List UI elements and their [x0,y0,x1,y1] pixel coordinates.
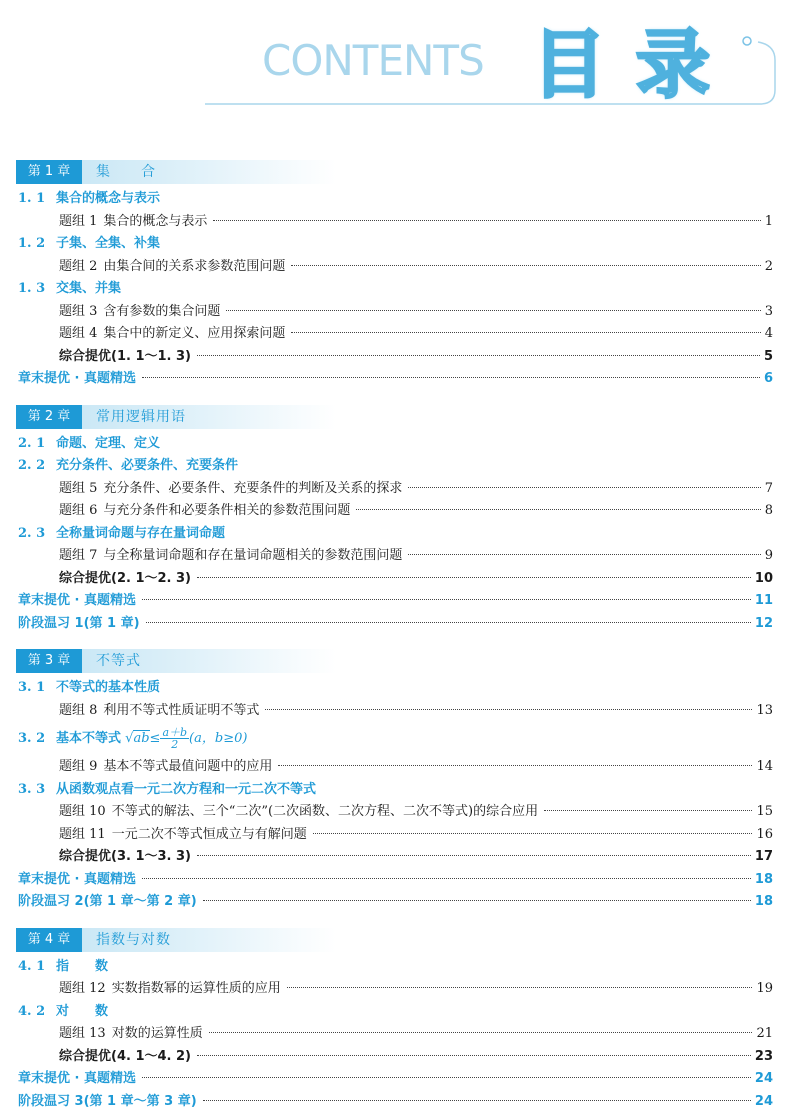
chapter-title: 指数与对数 [96,931,171,948]
entry-title: 章末提优 · 真题精选 [18,593,136,608]
dot-leader [313,833,753,834]
section-heading [0,1001,790,1024]
section-title: 全称量词命题与存在量词命题 [56,525,226,541]
section-label [18,722,247,756]
entry-title: 基本不等式最值问题中的应用 [103,759,273,774]
entry-label [18,613,140,636]
group-name: 题组 12 [59,981,106,996]
dot-leader [203,900,751,901]
chapter-title: 集 合 [96,164,156,180]
toc-entry-group[interactable] [0,478,790,501]
group-name: 题组 8 [59,702,98,718]
dot-leader [408,554,760,555]
entry-title: 集合的概念与表示 [103,213,208,229]
dot-leader [291,332,760,333]
group-name: 题组 7 [59,548,98,563]
toc-entry-summary[interactable] [0,846,790,869]
dot-leader [142,878,751,879]
entry-label [59,545,402,568]
entry-title: 实数指数幂的运算性质的应用 [111,981,281,996]
entry-label [59,700,259,723]
entry-label [59,500,350,523]
toc-entry-group[interactable] [0,301,790,324]
entry-title: 阶段温习 3(第 1 章～第 3 章) [18,1093,197,1109]
page-number: 17 [754,849,773,864]
section-heading [0,278,790,301]
chapter-title: 常用逻辑用语 [96,408,186,425]
formula [121,726,248,751]
page-number: 3 [764,303,773,319]
group-name: 题组 2 [59,258,98,274]
section-number: 4. 1 [18,958,46,974]
sqrt-sign: √ [125,731,134,746]
entry-label [59,1046,191,1069]
page-number: 2 [764,258,773,274]
entry-label [59,801,538,824]
section-number: 3. 3 [18,781,46,797]
section-label [18,956,108,979]
section-heading [0,722,790,756]
section-number: 1. 1 [18,191,46,206]
toc-entry-group[interactable] [0,801,790,824]
section-heading [0,523,790,546]
sqrt-radicand: ab [133,731,150,746]
page-number: 24 [754,1093,773,1109]
entry-label [18,368,136,391]
section-number: 1. 2 [18,236,46,251]
entry-title: 章末提优 · 真题精选 [18,1071,136,1086]
chapter-header [16,160,336,184]
dot-leader [226,310,760,311]
section-title: 指 数 [56,958,109,974]
page-number: 14 [756,759,773,774]
section-number: 2. 1 [18,435,46,451]
page-number: 8 [764,503,773,518]
section-label [18,455,238,478]
group-name: 题组 3 [59,303,98,319]
toc-entry-chapter-review[interactable] [0,891,790,914]
section-number: 2. 2 [18,458,46,473]
section-title: 充分条件、必要条件、充要条件 [56,458,239,473]
dot-leader [287,987,753,988]
dot-leader [203,1100,751,1101]
section-number: 2. 3 [18,525,46,541]
section-label [18,433,160,456]
entry-title: 阶段温习 1(第 1 章) [18,615,140,631]
dot-leader [146,622,751,623]
section-heading [0,433,790,456]
dot-leader [544,810,752,811]
chapter-header [16,649,336,673]
entry-label [18,869,136,892]
chapter-number-tag: 第 4 章 [16,928,82,952]
page-number: 21 [756,1026,773,1041]
page-number: 9 [764,548,773,563]
toc-entry-chapter-review[interactable] [0,1091,790,1114]
page-number: 24 [754,1071,773,1086]
toc-entry-chapter-review[interactable] [0,1068,790,1091]
entry-title: 对数的运算性质 [111,1026,203,1041]
section-label [18,188,160,211]
page-number: 18 [754,871,773,887]
page-number: 12 [754,615,773,631]
toc-entry-group[interactable] [0,545,790,568]
page-header [0,0,790,140]
section-title: 基本不等式 [56,731,122,746]
entry-title: 综合提优(2. 1～2. 3) [59,570,191,586]
entry-label [59,323,285,346]
toc-entry-chapter-review[interactable] [0,368,790,391]
condition: (a，b≥0) [189,731,248,746]
section-label [18,1001,108,1024]
toc-entry-chapter-review[interactable] [0,613,790,636]
chapter-title: 不等式 [96,653,141,669]
toc-entry-group[interactable] [0,1023,790,1046]
dot-leader [197,855,751,856]
section-heading [0,188,790,211]
chapter-header [16,928,336,952]
group-name: 题组 9 [59,759,98,774]
entry-title: 不等式的解法、三个“二次”(二次函数、二次方程、二次不等式)的综合应用 [111,804,539,819]
entry-label [59,978,281,1001]
toc-entry-group[interactable] [0,756,790,779]
entry-label [59,478,402,501]
section-title: 对 数 [56,1003,109,1019]
entry-label [18,1091,197,1114]
dot-leader [209,1032,753,1033]
entry-label [59,346,191,369]
entry-label [59,846,191,869]
entry-title: 综合提优(3. 1～3. 3) [59,849,191,864]
entry-title: 章末提优 · 真题精选 [18,371,136,386]
toc-entry-group[interactable] [0,323,790,346]
entry-title: 利用不等式性质证明不等式 [103,702,260,718]
section-label [18,278,121,301]
entry-title: 集合中的新定义、应用探索问题 [103,326,286,341]
entry-title: 含有参数的集合问题 [103,303,221,319]
chapter-number-tag: 第 3 章 [16,649,82,673]
section-heading [0,455,790,478]
page-number: 10 [754,570,773,586]
toc-entry-group[interactable] [0,824,790,847]
page-number: 11 [754,593,773,608]
toc-entry-group[interactable] [0,700,790,723]
dot-leader [356,509,760,510]
entry-title: 综合提优(4. 1～4. 2) [59,1048,191,1064]
section-title: 从函数观点看一元二次方程和一元二次不等式 [56,781,317,797]
entry-label [59,211,207,234]
fraction-denominator: 2 [171,738,179,751]
section-number: 1. 3 [18,281,46,296]
section-title: 子集、全集、补集 [56,236,161,251]
page-number: 4 [764,326,773,341]
toc-entry-chapter-review[interactable] [0,869,790,892]
section-number: 3. 2 [18,731,46,746]
dot-leader [142,1077,751,1078]
section-heading [0,677,790,700]
entry-label [18,891,197,914]
entry-title: 综合提优(1. 1～1. 3) [59,348,191,364]
dot-leader [142,599,751,600]
entry-label [59,824,307,847]
section-title: 命题、定理、定义 [56,435,161,451]
dot-leader [197,1055,751,1056]
toc-entry-group[interactable] [0,256,790,279]
group-name: 题组 4 [59,326,98,341]
section-heading [0,956,790,979]
chapter-gap [0,914,790,928]
dot-leader [265,709,752,710]
entry-title: 由集合间的关系求参数范围问题 [103,258,286,274]
group-name: 题组 6 [59,503,98,518]
page-number: 1 [764,213,773,229]
section-title: 交集、并集 [56,281,122,296]
section-title: 集合的概念与表示 [56,191,161,206]
entry-title: 与全称量词命题和存在量词命题相关的参数范围问题 [103,548,403,563]
entry-title: 阶段温习 2(第 1 章～第 2 章) [18,894,197,909]
page-number: 18 [754,894,773,909]
dot-leader [197,355,760,356]
entry-label [59,256,285,279]
page-number: 6 [763,371,773,386]
group-name: 题组 1 [59,213,98,229]
page-number: 15 [756,804,773,819]
fraction-numerator: a＋b [162,726,188,739]
header-rule-dot [743,37,751,45]
entry-title: 一元二次不等式恒成立与有解问题 [111,826,307,842]
entry-label [18,590,136,613]
chapter-number-tag: 第 2 章 [16,405,82,429]
page-number: 7 [764,480,773,496]
toc-entry-group[interactable] [0,978,790,1001]
toc-entry-group[interactable] [0,500,790,523]
toc-entry-chapter-review[interactable] [0,590,790,613]
page-number: 19 [756,981,773,996]
section-title: 不等式的基本性质 [56,680,161,695]
le-sign: ≤ [149,731,161,746]
dot-leader [278,765,752,766]
group-name: 题组 10 [59,804,106,819]
entry-title: 章末提优 · 真题精选 [18,871,136,887]
dot-leader [142,377,760,378]
dot-leader [197,577,751,578]
entry-title: 与充分条件和必要条件相关的参数范围问题 [103,503,351,518]
section-label [18,523,225,546]
chapter-gap [0,635,790,649]
entry-label [59,1023,203,1046]
entry-label [18,1068,136,1091]
section-label [18,779,316,802]
entry-title: 充分条件、必要条件、充要条件的判断及关系的探求 [103,480,403,496]
dot-leader [291,265,760,266]
toc-entry-summary[interactable] [0,1046,790,1069]
section-label [18,233,160,256]
chapter-header [16,405,336,429]
entry-label [59,756,272,779]
group-name: 题组 13 [59,1026,106,1041]
section-number: 4. 2 [18,1003,46,1019]
dot-leader [408,487,760,488]
chapter-gap [0,391,790,405]
toc-entry-summary[interactable] [0,346,790,369]
toc-entry-summary[interactable] [0,568,790,591]
entry-label [59,301,220,324]
group-name: 题组 11 [59,826,106,842]
page-title: 目录 [532,22,740,108]
table-of-contents [0,160,790,1113]
group-name: 题组 5 [59,480,98,496]
toc-entry-group[interactable] [0,211,790,234]
fraction [160,727,189,750]
page-number: 13 [756,702,773,718]
chapter-number-tag: 第 1 章 [16,160,82,184]
section-heading [0,779,790,802]
contents-word: CONTENTS [262,36,484,85]
section-heading [0,233,790,256]
page-number: 23 [754,1048,773,1064]
section-label [18,677,160,700]
entry-label [59,568,191,591]
section-number: 3. 1 [18,680,46,695]
dot-leader [213,220,760,221]
page-number: 16 [756,826,773,842]
page-number: 5 [763,348,773,364]
